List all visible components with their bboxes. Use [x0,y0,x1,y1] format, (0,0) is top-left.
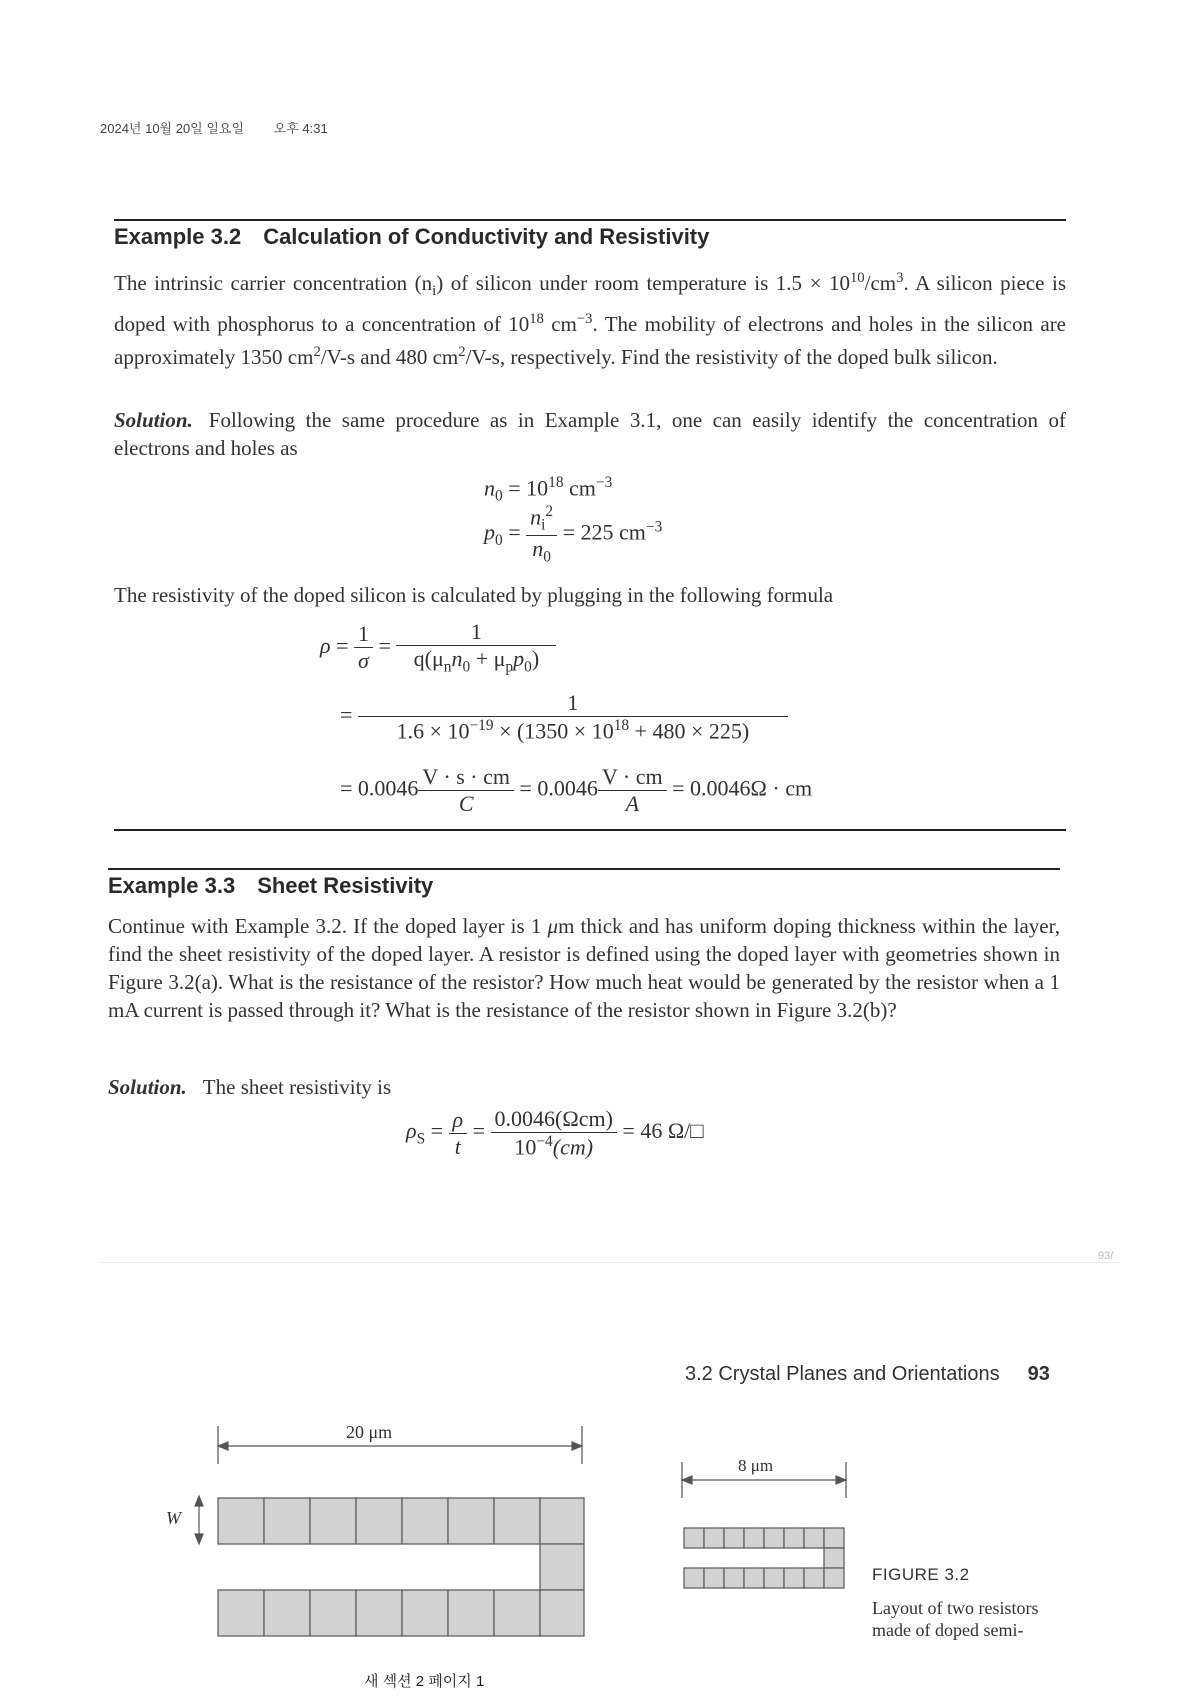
square [402,1590,448,1636]
resistor-b [682,1462,846,1588]
square [264,1590,310,1636]
running-head-section: 3.2 Crystal Planes and Orientations [685,1363,1000,1385]
width-arrow-up [195,1496,203,1506]
figure-label: FIGURE 3.2 [872,1565,970,1584]
solution-label: Solution. [108,1075,187,1099]
square [724,1568,744,1588]
square [764,1568,784,1588]
p0-fraction: $\frac{n_i^2}{n_0}$ [526,503,557,566]
equation-rho-line3: = 0.0046 $\frac{V \cdot s \cdot cm}{C}$ = 0.0046 $\frac{V \cdot cm}{A}$ = 0.0046Ω · cm [340,764,813,816]
square [540,1590,584,1636]
example-3-2-title: Calculation of Conductivity and Resistivity [263,224,710,249]
square [264,1498,310,1544]
square [448,1498,494,1544]
square [684,1528,704,1548]
example-3-3-title: Sheet Resistivity [257,873,434,898]
resistivity-intro: The resistivity of the doped silicon is calculated by plugging in the following formula [114,583,834,607]
square [824,1528,844,1548]
square [310,1590,356,1636]
square [356,1590,402,1636]
page-corner-number: 93/ [1098,1250,1114,1262]
example-3-2-problem: The intrinsic carrier concentration $(n_i)$ of silicon under room temperature is $1.5 \times 10^{10}/cm^3$. A silicon piece is doped with phosphorus to a concentration of $10^{18}$ $cm^{-3}$. The mobility of electrons and holes in the silicon are approximately 1350 $cm^2/V-s$ and 480 $cm^2/V-s$, respectively. Find the resistivity of the doped bulk silicon. [114,270,1067,370]
square [540,1544,584,1590]
equation-sheet-resistivity: $\rho_S$ = $\frac{\rho}{t}$ = $\frac{\text{0.0046(Ωcm)}}{10^{-4}(cm)}$ = 46 Ω/□ [406,1106,704,1160]
square [804,1528,824,1548]
square [724,1528,744,1548]
equation-p0: $p_0$ = $\frac{n_i^2}{n_0}$ = 225 $cm^{-3}$ [484,503,663,566]
square [684,1568,704,1588]
square [804,1568,824,1588]
example-3-3-number: Example 3.3 [108,873,236,898]
dim-b-arrow-left [682,1476,692,1484]
square [824,1568,844,1588]
square [448,1590,494,1636]
equation-n0: $n_0 = 10^{18}$ $cm^{-3}$ [484,474,613,505]
figure-caption: Layout of two resistors made of doped semi- [872,1598,1039,1640]
example-3-2-number: Example 3.2 [114,224,242,249]
square [494,1590,540,1636]
square [540,1498,584,1544]
running-head-page-number: 93 [1027,1363,1050,1385]
square [310,1498,356,1544]
timestamp-time: 오후 4:31 [273,121,328,136]
solution-text: The sheet resistivity is [202,1075,392,1099]
equation-rho-line2: = $\frac{1}{1.6 \times 10^{-19} \times (1350 \times 10^{18} + 480 \times 225)}$ [340,690,788,744]
square [744,1568,764,1588]
width-arrow-down [195,1534,203,1544]
dim-a-arrow-left [218,1442,228,1450]
dim-b-arrow-right [836,1476,846,1484]
solution-text: Following the same procedure as in Example 3.1, one can easily identify the concentration of electrons and holes as [114,408,1066,460]
timestamp-date: 2024년 10월 20일 일요일 [100,121,245,136]
square [494,1498,540,1544]
square [218,1590,264,1636]
square [356,1498,402,1544]
square [402,1498,448,1544]
square [704,1568,724,1588]
dimension-label-a: 20 μm [346,1422,393,1442]
square [218,1498,264,1544]
square [824,1548,844,1568]
resistor-a [195,1426,584,1636]
dimension-label-b: 8 μm [738,1456,774,1475]
example-3-3-problem: Continue with Example 3.2. If the doped layer is 1 μm thick and has uniform doping thickness within the layer, find the sheet resistivity of the doped layer. A resistor is defined using the doped layer with geometries shown in Figure 3.2(a). What is the resistance of the resistor? How much heat would be generated by the resistor when a 1 mA current is passed through it? What is the resistance of the resistor shown in Figure 3.2(b)? [108,914,1060,1022]
equation-rho-line1: ρ = $\frac{1}{\sigma}$ = $\frac{1}{q(\mu_nn_0 + \mu_pp_0)}$ [320,619,556,676]
solution-label: Solution. [114,408,193,432]
square [744,1528,764,1548]
dim-a-arrow-right [572,1442,582,1450]
square [764,1528,784,1548]
section-page-title: 새 섹션 2 페이지 1 [364,1673,485,1690]
square [704,1528,724,1548]
square [784,1568,804,1588]
square [784,1528,804,1548]
width-label: W [166,1508,181,1528]
